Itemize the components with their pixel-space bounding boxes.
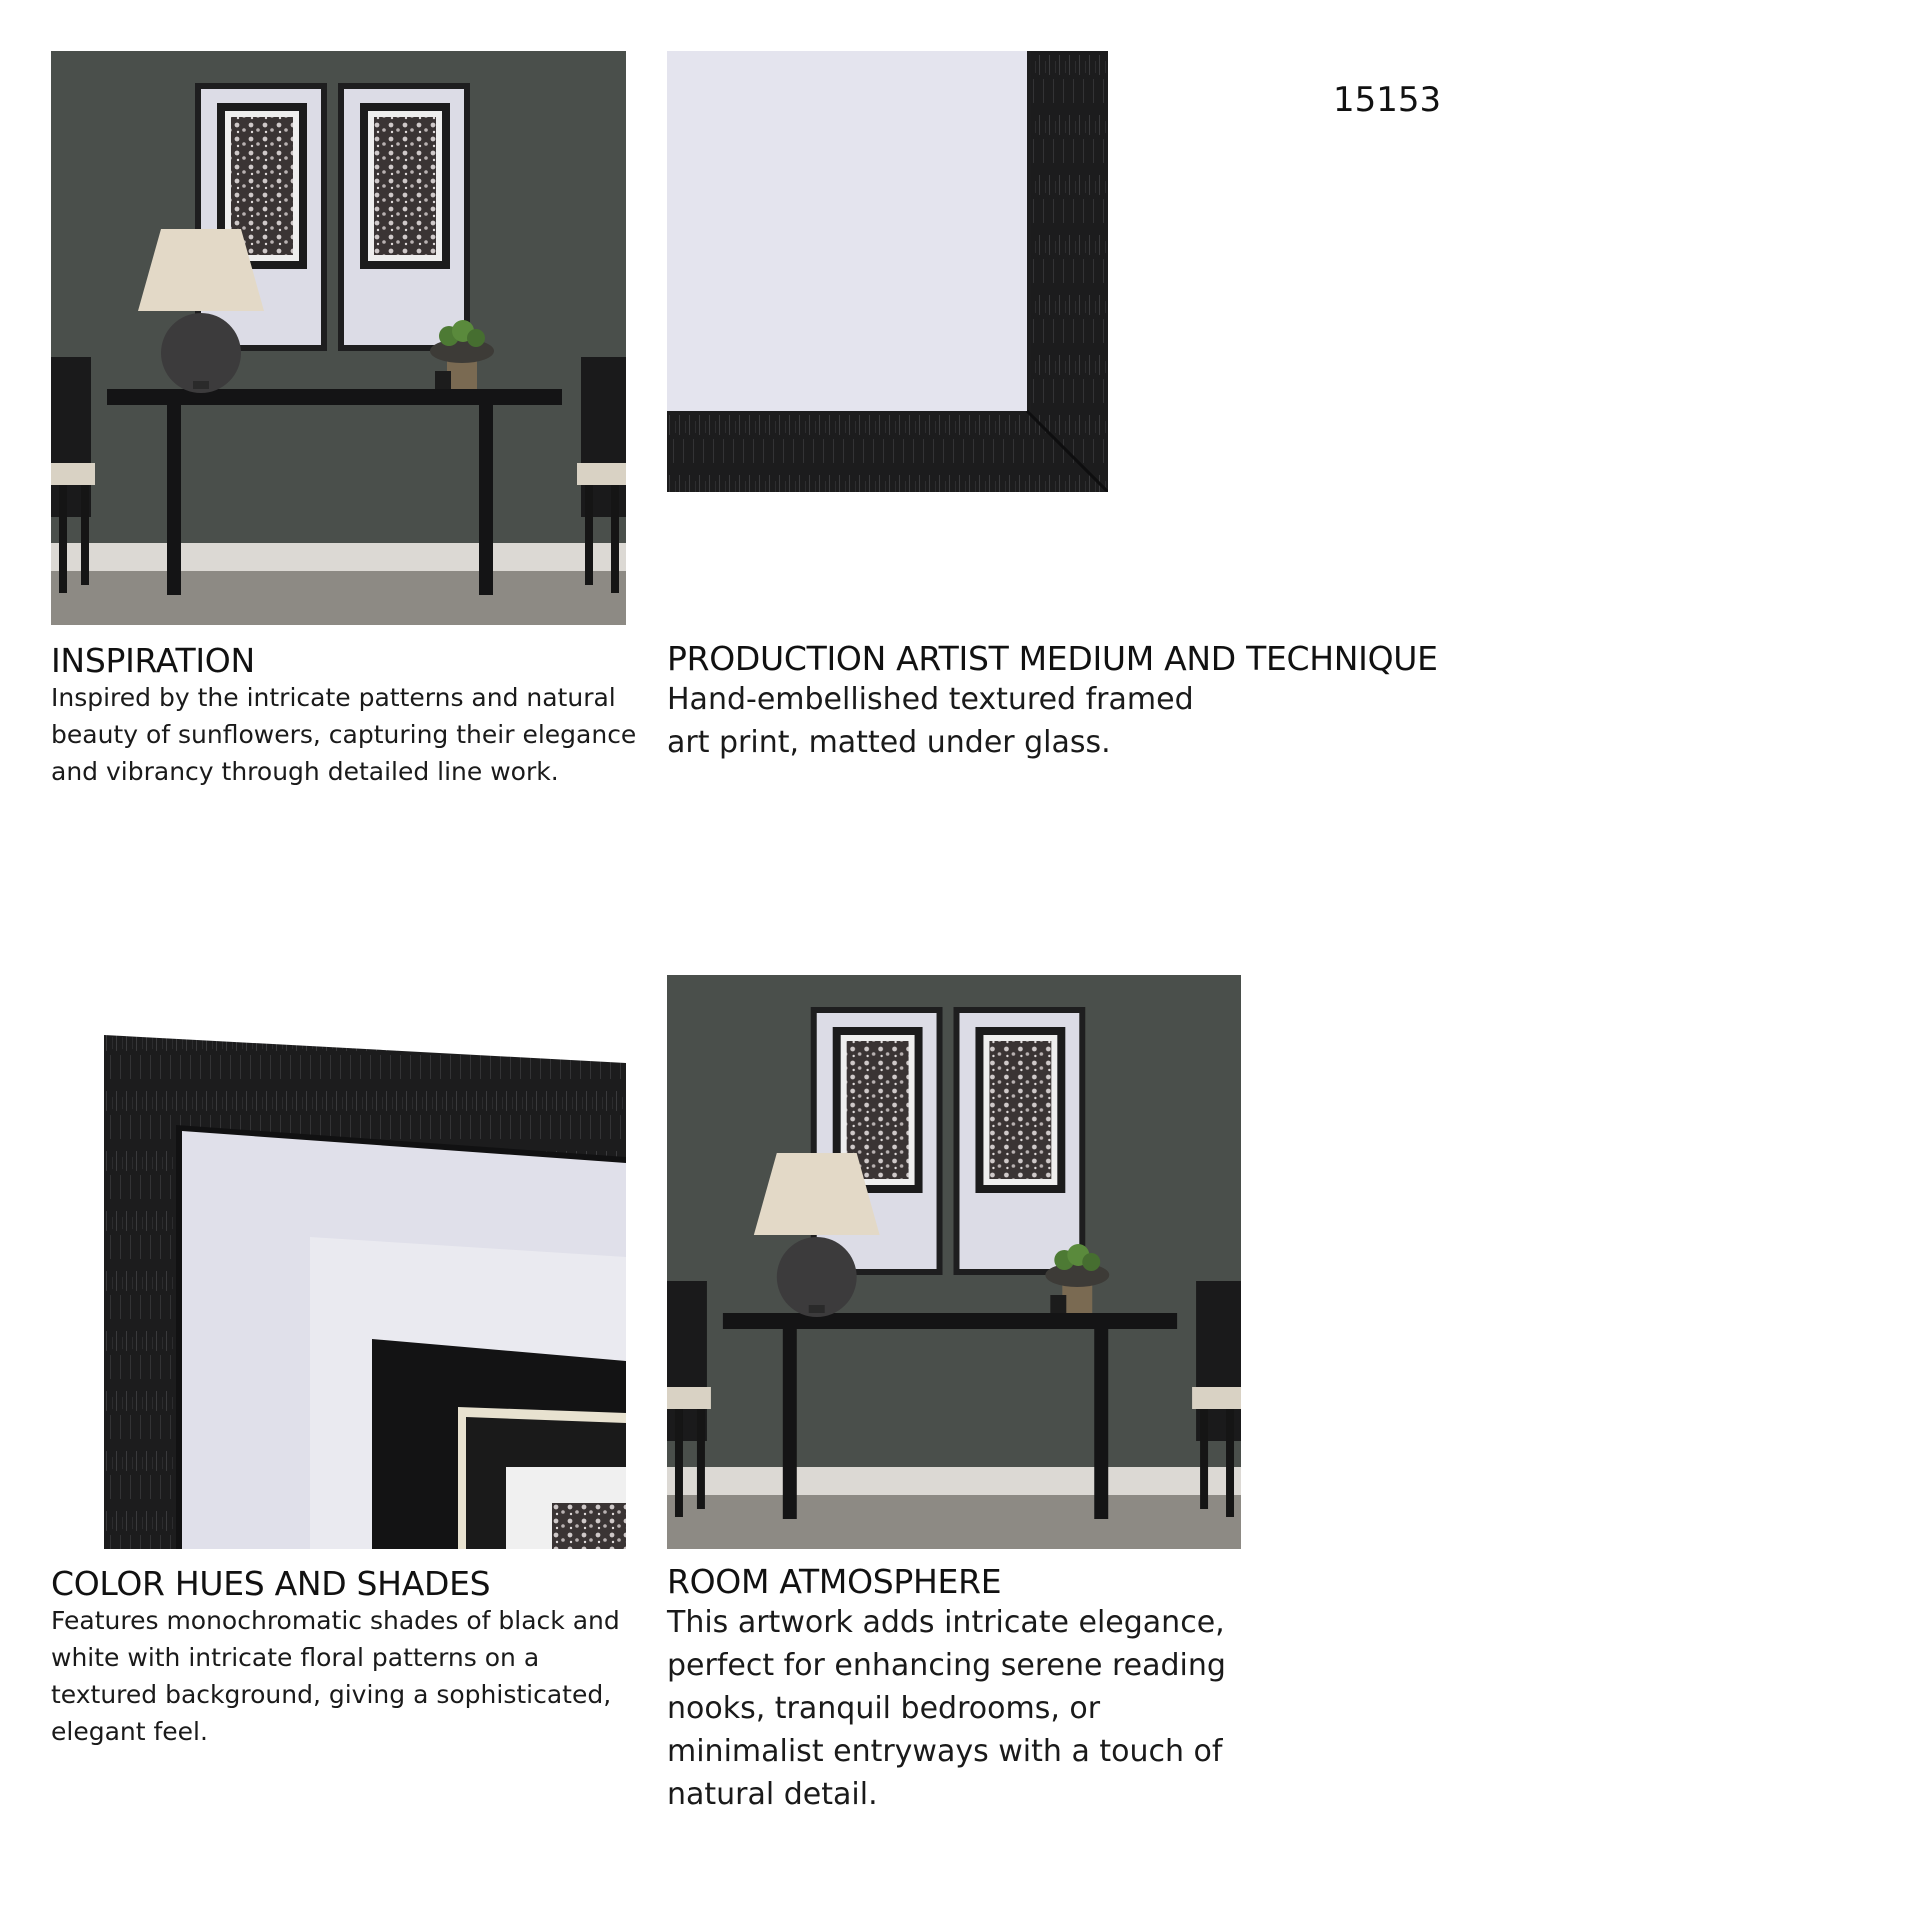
- color-heading: COLOR HUES AND SHADES: [51, 1564, 491, 1603]
- room-text: This artwork adds intricate elegance, perfect for enhancing serene reading nooks, tranquil bedrooms, or minimalist entryways with a touch of natural detail.: [667, 1605, 1226, 1812]
- production-heading: PRODUCTION ARTIST MEDIUM AND TECHNIQUE: [667, 639, 1438, 678]
- inspiration-heading: INSPIRATION: [51, 641, 255, 680]
- room-heading: ROOM ATMOSPHERE: [667, 1562, 1002, 1601]
- production-text: Hand-embellished textured framed art print, matted under glass.: [667, 682, 1194, 760]
- inspiration-text: Inspired by the intricate patterns and natural beauty of sunflowers, capturing their elegance and vibrancy through detailed line work.: [51, 683, 637, 786]
- room-atmosphere-image: [667, 975, 1241, 1549]
- frame-closeup-image: [104, 1027, 626, 1549]
- frame-corner-image: [667, 51, 1108, 492]
- product-code: 15153: [1333, 80, 1442, 120]
- color-text: Features monochromatic shades of black and white with intricate floral patterns on a textured background, giving a sophisticated, elegant feel.: [51, 1606, 620, 1746]
- room-scene-image: [51, 51, 626, 625]
